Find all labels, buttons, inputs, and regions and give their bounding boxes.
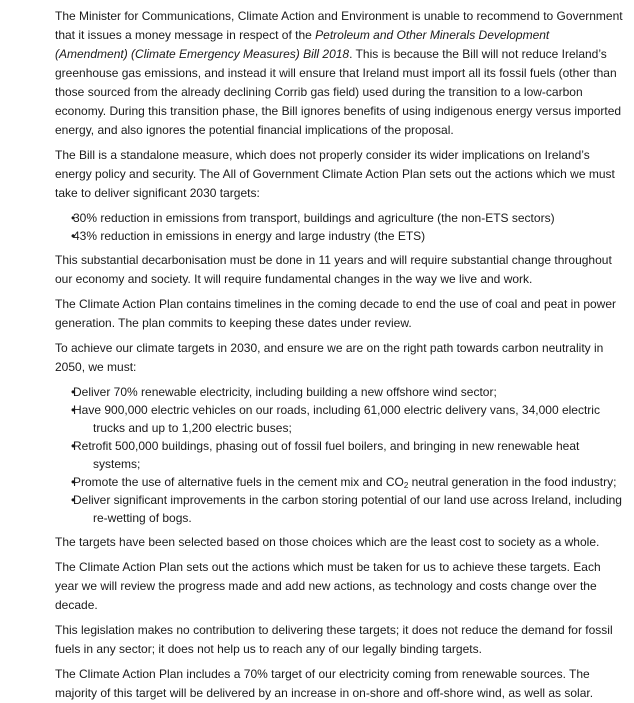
targets-list xyxy=(55,209,624,245)
list-item: • Deliver significant improvements in the carbon storing potential of our land use across Ireland, including re-wetting of bogs. xyxy=(55,491,624,527)
paragraph-least-cost: The targets have been selected based on those choices which are the least cost to society as a whole. xyxy=(55,535,600,549)
actions-list xyxy=(55,383,624,527)
list-item: • 30% reduction in emissions from transport, buildings and agriculture (the non-ETS sectors) xyxy=(55,209,624,227)
paragraph-annual-review: The Climate Action Plan sets out the actions which must be taken for us to achieve these targets. Each year we will review the progress made and add new actions, as technology and costs change over the decade. xyxy=(55,560,601,612)
list-item: • Deliver 70% renewable electricity, including building a new offshore wind sector; xyxy=(55,383,624,401)
list-item: • Have 900,000 electric vehicles on our roads, including 61,000 electric delivery vans, 34,000 electric trucks and up to 1,200 electric buses; xyxy=(55,401,624,437)
paragraph-no-contribution: This legislation makes no contribution to delivering these targets; it does not reduce the demand for fossil fuels in any sector; it does not help us to reach any of our legally binding targets. xyxy=(55,623,613,656)
paragraph-standalone-measure: The Bill is a standalone measure, which does not properly consider its wider implications on Ireland’s energy policy and security. The All of Government Climate Action Plan sets out the actions which we must take to deliver significant 2030 targets: xyxy=(55,148,615,200)
paragraph-coal-peat: The Climate Action Plan contains timelines in the coming decade to end the use of coal and peat in power generation. The plan commits to keeping these dates under review. xyxy=(55,297,617,330)
list-item: • 43% reduction in emissions in energy and large industry (the ETS) xyxy=(55,227,624,245)
paragraph-renewable-target: The Climate Action Plan includes a 70% target of our electricity coming from renewable sources. The majority of this target will be delivered by an increase in on-shore and off-shore wind, as well as solar. xyxy=(55,667,594,700)
bill-title: Petroleum and Other Minerals Development (Amendment) (Climate Emergency Measures) Bill 2018 xyxy=(55,28,550,61)
list-item: • Promote the use of alternative fuels in the cement mix and $CO_2$ neutral generation in the food industry; xyxy=(55,473,624,491)
list-item: • Retrofit 500,000 buildings, phasing out of fossil fuel boilers, and bringing in new renewable heat systems; xyxy=(55,437,624,473)
paragraph-we-must: To achieve our climate targets in 2030, and ensure we are on the right path towards carbon neutrality in 2050, we must: xyxy=(55,341,604,374)
paragraph-money-message: The Minister for Communications, Climate Action and Environment is unable to recommend to Government that it issues a money message in respect of the Petroleum and Other Minerals Development (Amendment) (Climate Emergency Measures) Bill 2018. This is because the Bill will not reduce Ireland’s greenhouse gas emissions, and instead it will ensure that Ireland must import all its fossil fuels (other than those sourced from the already declining Corrib gas field) used during the transition to a low-carbon economy. During this transition phase, the Bill ignores benefits of using indigenous energy versus imported energy, and also ignores the potential financial implications of the proposal. xyxy=(55,9,623,137)
paragraph-decarbonisation: This substantial decarbonisation must be done in 11 years and will require substantial change throughout our economy and society. It will require fundamental changes in the way we live and work. xyxy=(55,253,612,286)
